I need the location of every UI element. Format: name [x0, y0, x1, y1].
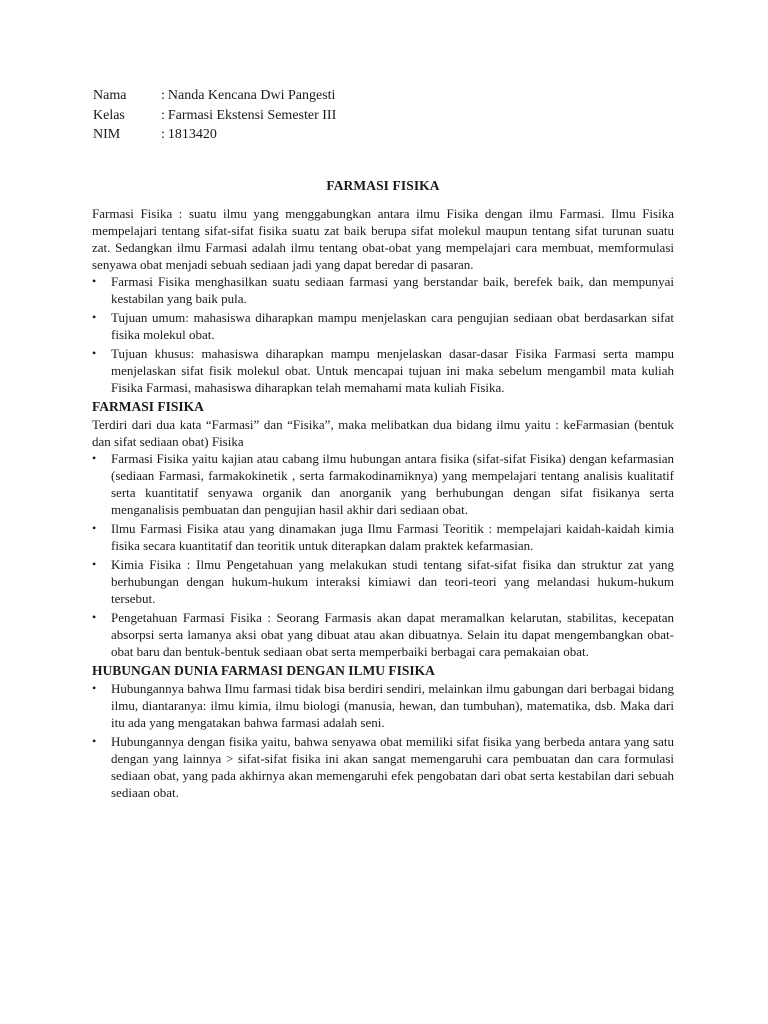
bullet-icon: •: [92, 520, 97, 535]
list-item: [92, 520, 674, 554]
list-item-text: Tujuan umum: mahasiswa diharapkan mampu menjelaskan cara pengujian sediaan obat berdasarkan sifat fisika molekul obat.: [111, 309, 674, 342]
list-item-text: Farmasi Fisika menghasilkan suatu sediaan farmasi yang berstandar baik, berefek baik, dan mempunyai kestabilan yang baik pula.: [111, 273, 674, 306]
list-item: [92, 309, 674, 343]
list-item-text: Pengetahuan Farmasi Fisika : Seorang Farmasis akan dapat meramalkan kelarutan, stabilitas, kecepatan absorpsi serta lamanya aksi obat yang dibuat atau akan dibuatnya. Selain itu dapat mengembangkan obat-obat baru dan bentuk-bentuk sediaan obat serta memperbaiki berbagai cara pemakaian obat.: [111, 609, 674, 659]
identity-row-name: [93, 86, 674, 106]
document-page: [92, 86, 674, 803]
intro-paragraph: Farmasi Fisika : suatu ilmu yang menggabungkan antara ilmu Fisika dengan ilmu Farmasi. Ilmu Fisika mempelajari tentang sifat-sifat fisika suatu zat baik berupa sifat molekul maupun tentang sifat turunan suatu zat. Sedangkan ilmu Farmasi adalah ilmu tentang obat-obat yang mempelajari cara membuat, memformulasi senyawa obat menjadi sebuah sediaan jadi yang dapat beredar di pasaran.: [92, 205, 674, 272]
list-item-text: Farmasi Fisika yaitu kajian atau cabang ilmu hubungan antara fisika (sifat-sifat Fisika) dengan kefarmasian (sediaan Farmasi, farmakokinetik , serta farmakodinamiknya) yang mempelajari tentang analisis kualitatif serta kuantitatif senyawa organik dan anorganik yang berhubungan dengan sifat fisikanya serta menganalisis pembuatan dan pengujian hasil akhir dari sediaan obat.: [111, 450, 674, 517]
name-value: Nanda Kencana Dwi Pangesti: [167, 88, 336, 103]
section-heading-farmasi-fisika: FARMASI FISIKA: [92, 398, 204, 414]
list-item-text: Ilmu Farmasi Fisika atau yang dinamakan juga Ilmu Farmasi Teoritik : mempelajari kaidah-kaidah kimia fisika secara kuantitatif dan teoritik untuk diterapkan dalam praktek kefarmasian.: [111, 520, 674, 553]
nim-separator: :: [161, 127, 165, 142]
nim-value: 1813420: [167, 127, 217, 142]
section-heading-hubungan: HUBUNGAN DUNIA FARMASI DENGAN ILMU FISIKA: [92, 662, 435, 678]
list-item: [92, 556, 674, 607]
bullet-icon: •: [92, 273, 97, 288]
list-item-text: Kimia Fisika : Ilmu Pengetahuan yang melakukan studi tentang sifat-sifat fisika dan struktur zat yang berhubungan dengan hukum-hukum interaksi kimiawi dan teori-teori yang melandasi hukum-hukum tersebut.: [111, 556, 674, 606]
class-value: Farmasi Ekstensi Semester III: [167, 107, 337, 123]
list-item: [92, 273, 674, 307]
list-item: [92, 733, 674, 801]
list-item: [92, 609, 674, 660]
section2-bullet-list: [92, 680, 674, 801]
list-item: [92, 450, 674, 518]
document-title: FARMASI FISIKA: [326, 177, 440, 193]
list-item-text: Tujuan khusus: mahasiswa diharapkan mampu menjelaskan dasar-dasar Fisika Farmasi serta mampu menjelaskan sifat fisik molekul obat. Untuk mencapai tujuan ini maka sebelum mengambil mata kuliah Fisika Farmasi, mahasiswa diharapkan telah memahami mata kuliah Fisika.: [111, 345, 674, 395]
identity-row-class: [93, 106, 674, 126]
section1-bullet-list: [92, 450, 674, 660]
bullet-icon: •: [92, 680, 97, 695]
nim-label: NIM: [93, 127, 121, 142]
list-item: [92, 680, 674, 731]
name-separator: :: [161, 88, 165, 103]
intro-bullet-list: [92, 273, 674, 396]
bullet-icon: •: [92, 733, 97, 748]
name-label: Nama: [93, 88, 127, 103]
class-separator: :: [161, 107, 165, 123]
list-item: [92, 345, 674, 396]
section-paragraph: Terdiri dari dua kata “Farmasi” dan “Fisika”, maka melibatkan dua bidang ilmu yaitu : keFarmasian (bentuk dan sifat sediaan obat) Fisika: [92, 416, 674, 449]
student-identity-block: [93, 86, 674, 145]
bullet-icon: •: [92, 309, 97, 324]
bullet-icon: •: [92, 450, 97, 465]
bullet-icon: •: [92, 609, 97, 624]
list-item-text: Hubungannya bahwa Ilmu farmasi tidak bisa berdiri sendiri, melainkan ilmu gabungan dari berbagai bidang ilmu, diantaranya: ilmu kimia, ilmu biologi (manusia, hewan, dan tumbuhan), matematika, dsb. Maka dari itu ada yang mengatakan bahwa farmasi adalah seni.: [111, 680, 674, 730]
list-item-text: Hubungannya dengan fisika yaitu, bahwa senyawa obat memiliki sifat fisika yang berbeda antara yang satu dengan yang lainnya > sifat-sifat fisika ini akan sangat memengaruhi cara pembuatan dan cara formulasi sediaan obat, yang pada akhirnya akan memengaruhi efek pengobatan dari obat serta kestabilan dari sebuah sediaan obat.: [111, 733, 674, 800]
bullet-icon: •: [92, 556, 97, 571]
identity-row-nim: [93, 125, 674, 145]
class-label: Kelas: [93, 107, 125, 123]
bullet-icon: •: [92, 345, 97, 360]
